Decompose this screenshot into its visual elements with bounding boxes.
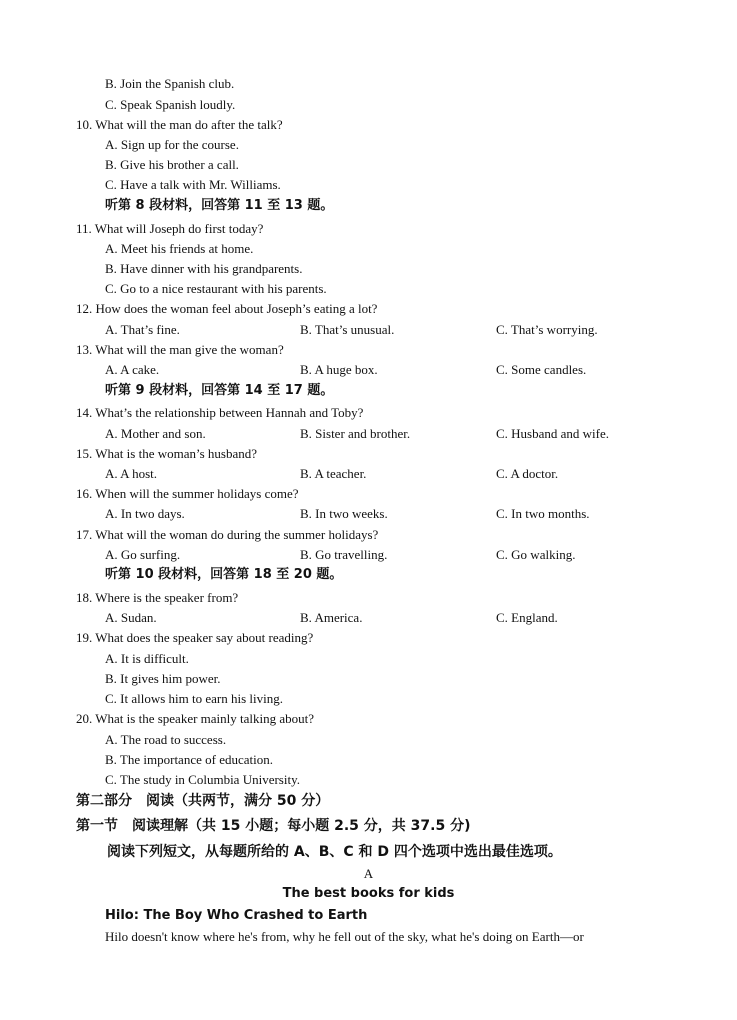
section-heading-8: 听第 8 段材料，回答第 11 至 13 题。 [105,198,334,213]
q20-option-c: C. The study in Columbia University. [105,772,300,787]
q16-option-b: B. In two weeks. [300,506,388,521]
q14-option-a: A. Mother and son. [105,426,206,441]
q11-option-a: A. Meet his friends at home. [105,241,254,256]
q13-option-b: B. A huge box. [300,362,378,377]
q13-stem: 13. What will the man give the woman? [76,342,284,357]
q15-option-a: A. A host. [105,466,158,481]
q16-stem: 16. When will the summer holidays come? [76,486,299,501]
q13-option-c: C. Some candles. [496,362,587,377]
book-description-hilo: Hilo doesn't know where he's from, why he fell out of the sky, what he's doing on Earth—or [105,929,584,944]
section-heading-10: 听第 10 段材料，回答第 18 至 20 题。 [105,567,343,582]
q13-option-a: A. A cake. [105,362,160,377]
q9-option-c: C. Speak Spanish loudly. [105,97,236,112]
q20-stem: 20. What is the speaker mainly talking about? [76,711,315,726]
reading-instruction: 阅读下列短文，从每题所给的 A、B、C 和 D 四个选项中选出最佳选项。 [107,844,562,860]
q9-option-b: B. Join the Spanish club. [105,76,235,91]
q18-option-a: A. Sudan. [105,610,157,625]
book-title-hilo: Hilo: The Boy Who Crashed to Earth [105,908,368,923]
q16-option-a: A. In two days. [105,506,185,521]
q18-option-c: C. England. [496,610,558,625]
part-two-heading: 第二部分 阅读（共两节，满分 50 分） [76,793,330,809]
q12-stem: 12. How does the woman feel about Joseph’s eating a lot? [76,301,378,316]
q14-option-b: B. Sister and brother. [300,426,411,441]
q10-stem: 10. What will the man do after the talk? [76,117,283,132]
passage-letter: A [363,866,374,881]
q15-option-b: B. A teacher. [300,466,367,481]
q14-stem: 14. What’s the relationship between Hannah and Toby? [76,405,364,420]
q16-option-c: C. In two months. [496,506,590,521]
q11-option-c: C. Go to a nice restaurant with his parents. [105,281,327,296]
q11-option-b: B. Have dinner with his grandparents. [105,261,303,276]
section-one-heading: 第一节 阅读理解（共 15 小题；每小题 2.5 分，共 37.5 分) [76,818,471,834]
q15-stem: 15. What is the woman’s husband? [76,446,258,461]
q19-option-a: A. It is difficult. [105,651,189,666]
q19-option-b: B. It gives him power. [105,671,221,686]
q12-option-b: B. That’s unusual. [300,322,395,337]
q17-option-c: C. Go walking. [496,547,576,562]
q19-stem: 19. What does the speaker say about reading? [76,630,314,645]
q15-option-c: C. A doctor. [496,466,559,481]
q20-option-b: B. The importance of education. [105,752,273,767]
q17-option-a: A. Go surfing. [105,547,181,562]
section-heading-9: 听第 9 段材料，回答第 14 至 17 题。 [105,383,334,398]
q19-option-c: C. It allows him to earn his living. [105,691,284,706]
passage-title: The best books for kids [282,886,455,901]
q10-option-a: A. Sign up for the course. [105,137,239,152]
q12-option-c: C. That’s worrying. [496,322,598,337]
q10-option-b: B. Give his brother a call. [105,157,239,172]
q17-option-b: B. Go travelling. [300,547,388,562]
q14-option-c: C. Husband and wife. [496,426,610,441]
q18-stem: 18. Where is the speaker from? [76,590,239,605]
q10-option-c: C. Have a talk with Mr. Williams. [105,177,281,192]
q11-stem: 11. What will Joseph do first today? [76,221,264,236]
q17-stem: 17. What will the woman do during the summer holidays? [76,527,379,542]
q18-option-b: B. America. [300,610,363,625]
q20-option-a: A. The road to success. [105,732,227,747]
q12-option-a: A. That’s fine. [105,322,180,337]
